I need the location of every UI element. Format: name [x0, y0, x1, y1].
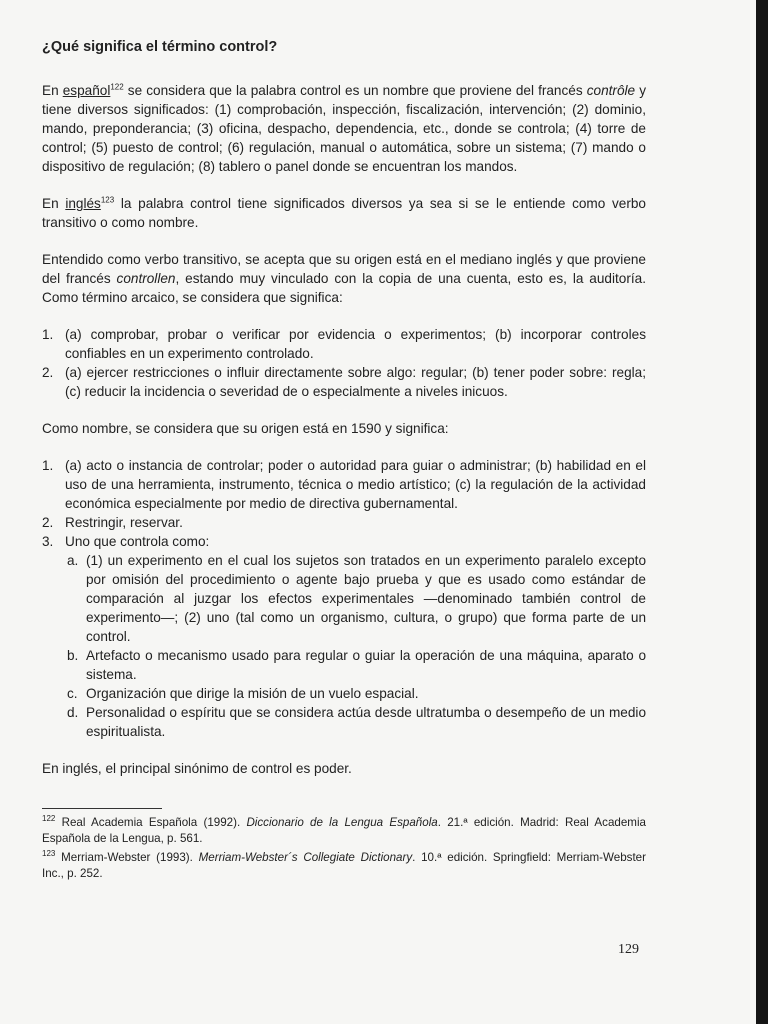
- list-text: Uno que controla como:: [65, 534, 210, 549]
- list-item: [42, 532, 646, 741]
- text-run: , estando muy vinculado con la copia de una cuenta, esto es, la auditoría. Como término arcaico, se considera que significa:: [42, 271, 646, 305]
- footnote-divider: [42, 808, 162, 809]
- italic-title: Merriam-Webster´s Collegiate Dictionary: [198, 851, 413, 864]
- list-text: (a) ejercer restricciones o influir directamente sobre algo: regular; (b) tener poder sobre: regla; (c) reducir la incidencia o severidad de o especialmente a niveles inicuos.: [65, 365, 646, 399]
- footnote-123: [42, 850, 646, 882]
- verb-meanings-list: [42, 325, 646, 401]
- page-content: [42, 38, 646, 885]
- list-text: (a) acto o instancia de controlar; poder o autoridad para guiar o administrar; (b) habilidad en el uso de una herramienta, instrumento, técnica o medio artístico; (c) la regulación de la actividad económica especialmente por medio de directiva gubernamental.: [65, 458, 646, 511]
- word-ingles: inglés: [65, 196, 101, 211]
- list-number: 1.: [42, 458, 54, 473]
- paragraph-noun-origin: Como nombre, se considera que su origen está en 1590 y significa:: [42, 421, 449, 436]
- list-text: (a) comprobar, probar o verificar por evidencia o experimentos; (b) incorporar controles confiables en un experimento controlado.: [65, 327, 646, 361]
- text-run: Real Academia Española (1992).: [55, 816, 247, 829]
- controller-sublist: [65, 551, 646, 741]
- paragraph-english-meaning: [42, 194, 646, 232]
- sublist-letter: b.: [67, 648, 79, 663]
- sublist-text: (1) un experimento en el cual los sujetos son tratados en un experimento paralelo excepto por omisión del procedimiento o agente bajo prueba y que es usado como estándar de comparación al juzgar los efectos experimentales —denominado también control de experimento—; (2) uno (tal como un organismo, cultura, o grupo) que forma parte de un control.: [86, 553, 646, 644]
- text-run: En: [42, 196, 66, 211]
- sublist-letter: a.: [67, 553, 79, 568]
- footnote-marker: 123: [42, 849, 56, 859]
- text-run: Entendido como verbo transitivo, se acepta que su origen está en el mediano inglés y que proviene del francés: [42, 252, 646, 286]
- text-run: la palabra control tiene significados diversos ya sea si se le entiende como verbo transitivo o como nombre.: [42, 196, 646, 230]
- footnote-ref-123: 123: [100, 195, 115, 205]
- list-item: [42, 513, 646, 532]
- sublist-item: [65, 703, 646, 741]
- text-run: En: [42, 83, 63, 98]
- word-espanol: español: [62, 83, 111, 98]
- sublist-text: Artefacto o mecanismo usado para regular o guiar la operación de una máquina, aparato o sistema.: [86, 648, 646, 682]
- list-number: 3.: [42, 534, 54, 549]
- sublist-item: [65, 551, 646, 646]
- sublist-item: [65, 646, 646, 684]
- text-run: y tiene diversos significados: (1) comprobación, inspección, fiscalización, intervención; (2) dominio, mando, preponderancia; (3) oficina, despacho, dependencia, etc., donde se controla; (4) torre de control; (5) puesto de control; (6) regulación, manual o automática, sobre un sistema; (7) mando o dispositivo de regulación; (8) tablero o panel donde se encuentran los mandos.: [42, 83, 646, 174]
- sublist-text: Personalidad o espíritu que se considera actúa desde ultratumba o desempeño de un medio espiritualista.: [86, 705, 646, 739]
- paragraph-spanish-meaning: [42, 81, 646, 176]
- text-run: . 10.ª edición. Springfield: Merriam-Webster Inc., p. 252.: [42, 851, 646, 880]
- sublist-letter: c.: [67, 686, 78, 701]
- sublist-letter: d.: [67, 705, 79, 720]
- text-run: . 21.ª edición. Madrid: Real Academia Española de la Lengua, p. 561.: [42, 816, 646, 845]
- noun-meanings-list: [42, 456, 646, 741]
- list-text: Restringir, reservar.: [65, 515, 183, 530]
- paragraph-synonym: En inglés, el principal sinónimo de control es poder.: [42, 761, 352, 776]
- text-run: se considera que la palabra control es un nombre que proviene del francés: [123, 83, 587, 98]
- sublist-text: Organización que dirige la misión de un vuelo espacial.: [86, 686, 419, 701]
- sublist-item: [65, 684, 646, 703]
- list-number: 2.: [42, 365, 54, 380]
- footnote-122: [42, 815, 646, 847]
- italic-term: controllen: [116, 271, 176, 286]
- footnote-marker: 122: [42, 814, 56, 824]
- paragraph-transitive-verb: [42, 250, 646, 307]
- page-number: 129: [618, 942, 639, 957]
- page-edge-shadow: [756, 0, 768, 1024]
- footnote-ref-122: 122: [110, 82, 124, 92]
- list-item: [42, 456, 646, 513]
- list-item: [42, 325, 646, 363]
- italic-term: contrôle: [586, 83, 636, 98]
- list-item: [42, 363, 646, 401]
- list-number: 2.: [42, 515, 54, 530]
- section-heading: ¿Qué significa el término control?: [42, 39, 278, 55]
- text-run: Merriam-Webster (1993).: [55, 851, 199, 864]
- italic-title: Diccionario de la Lengua Española: [246, 816, 438, 829]
- list-number: 1.: [42, 327, 54, 342]
